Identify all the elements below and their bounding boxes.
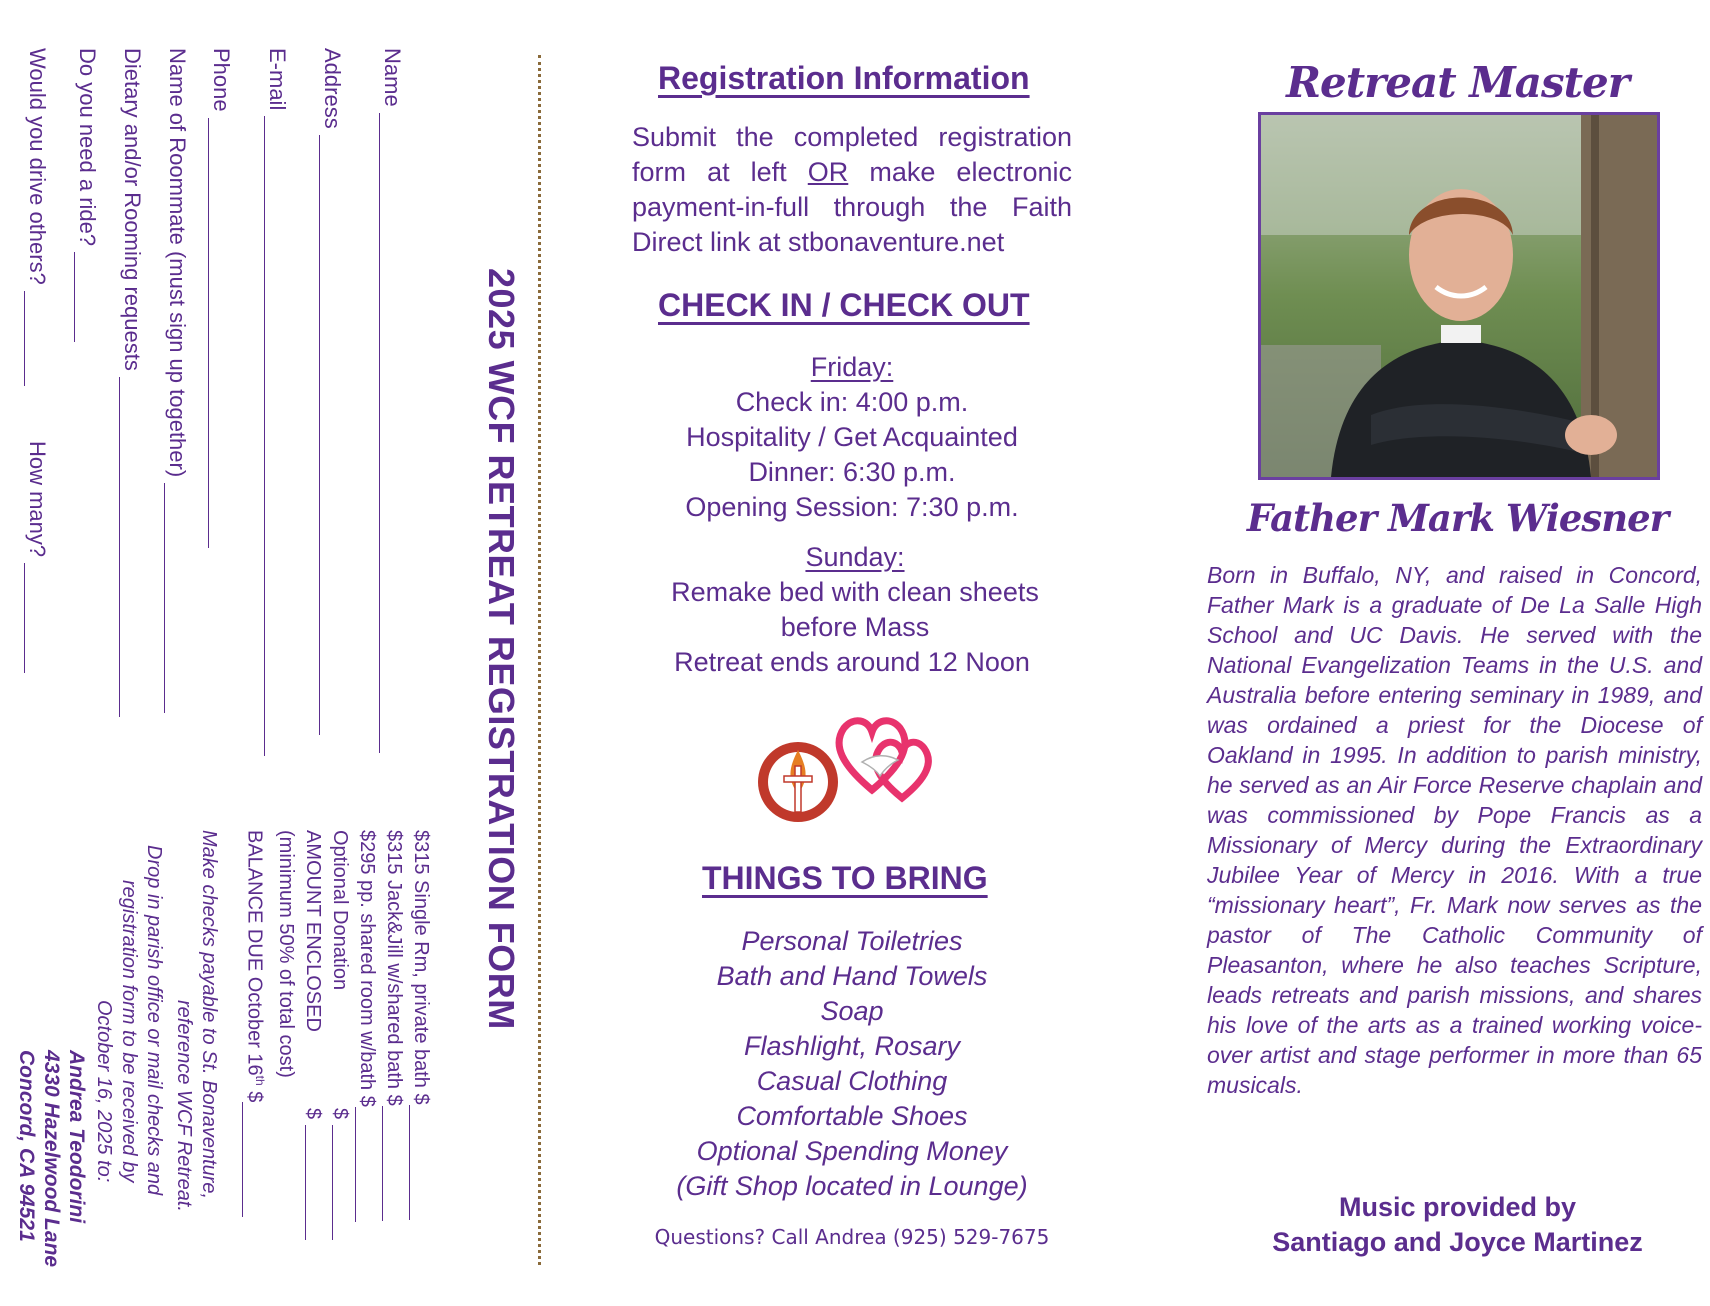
minimum-note: (minimum 50% of total cost) bbox=[275, 830, 297, 1078]
registration-form-panel bbox=[0, 0, 550, 1306]
address-city: Concord, CA 94521 bbox=[15, 1050, 38, 1242]
price-shared-field[interactable]: $295 pp. shared room w/bath $ bbox=[355, 830, 378, 1222]
portrait-image bbox=[1261, 115, 1657, 477]
phone-field[interactable]: Phone bbox=[208, 48, 234, 548]
roommate-field[interactable]: Name of Roommate (must sign up together) bbox=[164, 48, 190, 713]
bring-item: Optional Spending Money bbox=[696, 1136, 1008, 1166]
price-jackjill-field[interactable]: $315 Jack&Jill w/shared bath $ bbox=[382, 830, 405, 1221]
questions-contact: Questions? Call Andrea (925) 529-7675 bbox=[654, 1225, 1050, 1249]
address-name: Andrea Teodorini bbox=[65, 1050, 88, 1224]
balance-due-field[interactable]: BALANCE DUE October 16th $ bbox=[242, 830, 267, 1217]
sunday-item: before Mass bbox=[780, 612, 930, 642]
bring-item: (Gift Shop located in Lounge) bbox=[676, 1171, 1028, 1201]
drop-note-2: registration form to be received by bbox=[118, 880, 140, 1183]
bring-item: Flashlight, Rosary bbox=[743, 1031, 961, 1061]
checkin-heading: CHECK IN / CHECK OUT bbox=[658, 287, 1030, 323]
friday-item: Hospitality / Get Acquainted bbox=[686, 422, 1018, 452]
sunday-item: Retreat ends around 12 Noon bbox=[674, 647, 1030, 677]
retreat-master-photo bbox=[1258, 112, 1660, 480]
bring-heading: THINGS TO BRING bbox=[702, 860, 988, 896]
bring-item: Casual Clothing bbox=[756, 1066, 948, 1096]
friday-item: Opening Session: 7:30 p.m. bbox=[685, 492, 1019, 522]
ride-field[interactable]: Do you need a ride? bbox=[74, 48, 100, 342]
friday-item: Check in: 4:00 p.m. bbox=[735, 387, 969, 417]
dietary-field[interactable]: Dietary and/or Rooming requests bbox=[119, 48, 145, 717]
retreat-master-heading: Retreat Master bbox=[1286, 58, 1629, 107]
name-field[interactable]: Name bbox=[379, 48, 405, 753]
checks-note-1: Make checks payable to St. Bonaventure, bbox=[198, 830, 220, 1200]
sunday-label: Sunday: bbox=[805, 542, 905, 572]
bring-item: Bath and Hand Towels bbox=[716, 961, 988, 991]
donation-field[interactable]: Optional Donation $ bbox=[328, 830, 351, 1270]
music-credit-line2: Santiago and Joyce Martinez bbox=[1272, 1227, 1643, 1257]
bring-item: Personal Toiletries bbox=[741, 926, 963, 956]
registration-heading: Registration Information bbox=[658, 60, 1030, 96]
drop-note-3: October 16, 2025 to: bbox=[93, 1000, 115, 1183]
price-single-field[interactable]: $315 Single Rm, private bath $ bbox=[409, 830, 432, 1220]
parish-logo-icon bbox=[754, 738, 842, 826]
friday-label: Friday: bbox=[810, 352, 894, 382]
email-field[interactable]: E-mail bbox=[264, 48, 290, 756]
drive-field[interactable]: Would you drive others? How many? bbox=[24, 48, 50, 673]
retreat-master-name: Father Mark Wiesner bbox=[1246, 496, 1669, 540]
retreat-master-bio: Born in Buffalo, NY, and raised in Concord, Father Mark is a graduate of De La Salle High School and UC Davis. He served with the National Evangelization Teams in the U.S. and Australia before entering seminary in 1989, and was ordained a priest for the Diocese of Oakland in 1995. In addition to parish ministry, he served as an Air Force Reserve chaplain and was commissioned by Pope Francis as a Missionary of Mercy during the Extraordinary Jubilee Year of Mercy in 2016. With a true “missionary heart”, Fr. Mark now serves as the pastor of The Catholic Community of Pleasanton, where he also teaches Scripture, leads retreats and parish missions, and shares his love of the arts as a trained working voice-over artist and stage performer in more than 65 musicals. bbox=[1207, 562, 1702, 1098]
hearts-dove-icon bbox=[832, 710, 942, 805]
address-street: 4330 Hazelwood Lane bbox=[40, 1050, 63, 1268]
perforation-line bbox=[536, 55, 541, 1265]
amount-enclosed-field[interactable]: AMOUNT ENCLOSED $ bbox=[301, 830, 324, 1270]
checks-note-2: reference WCF Retreat. bbox=[173, 1000, 195, 1212]
registration-text: Submit the completed registration form at left OR make electronic payment-in-full through the Faith Direct link at stbonaventure.net bbox=[632, 122, 1072, 257]
sunday-item: Remake bed with clean sheets bbox=[671, 577, 1039, 607]
drop-note-1: Drop in parish office or mail checks and bbox=[143, 845, 165, 1196]
friday-item: Dinner: 6:30 p.m. bbox=[748, 457, 956, 487]
form-title: 2025 WCF RETREAT REGISTRATION FORM bbox=[481, 268, 522, 1030]
bring-item: Soap bbox=[820, 996, 884, 1026]
bring-item: Comfortable Shoes bbox=[736, 1101, 968, 1131]
music-credit-line1: Music provided by bbox=[1338, 1192, 1577, 1222]
address-field[interactable]: Address bbox=[319, 48, 345, 735]
